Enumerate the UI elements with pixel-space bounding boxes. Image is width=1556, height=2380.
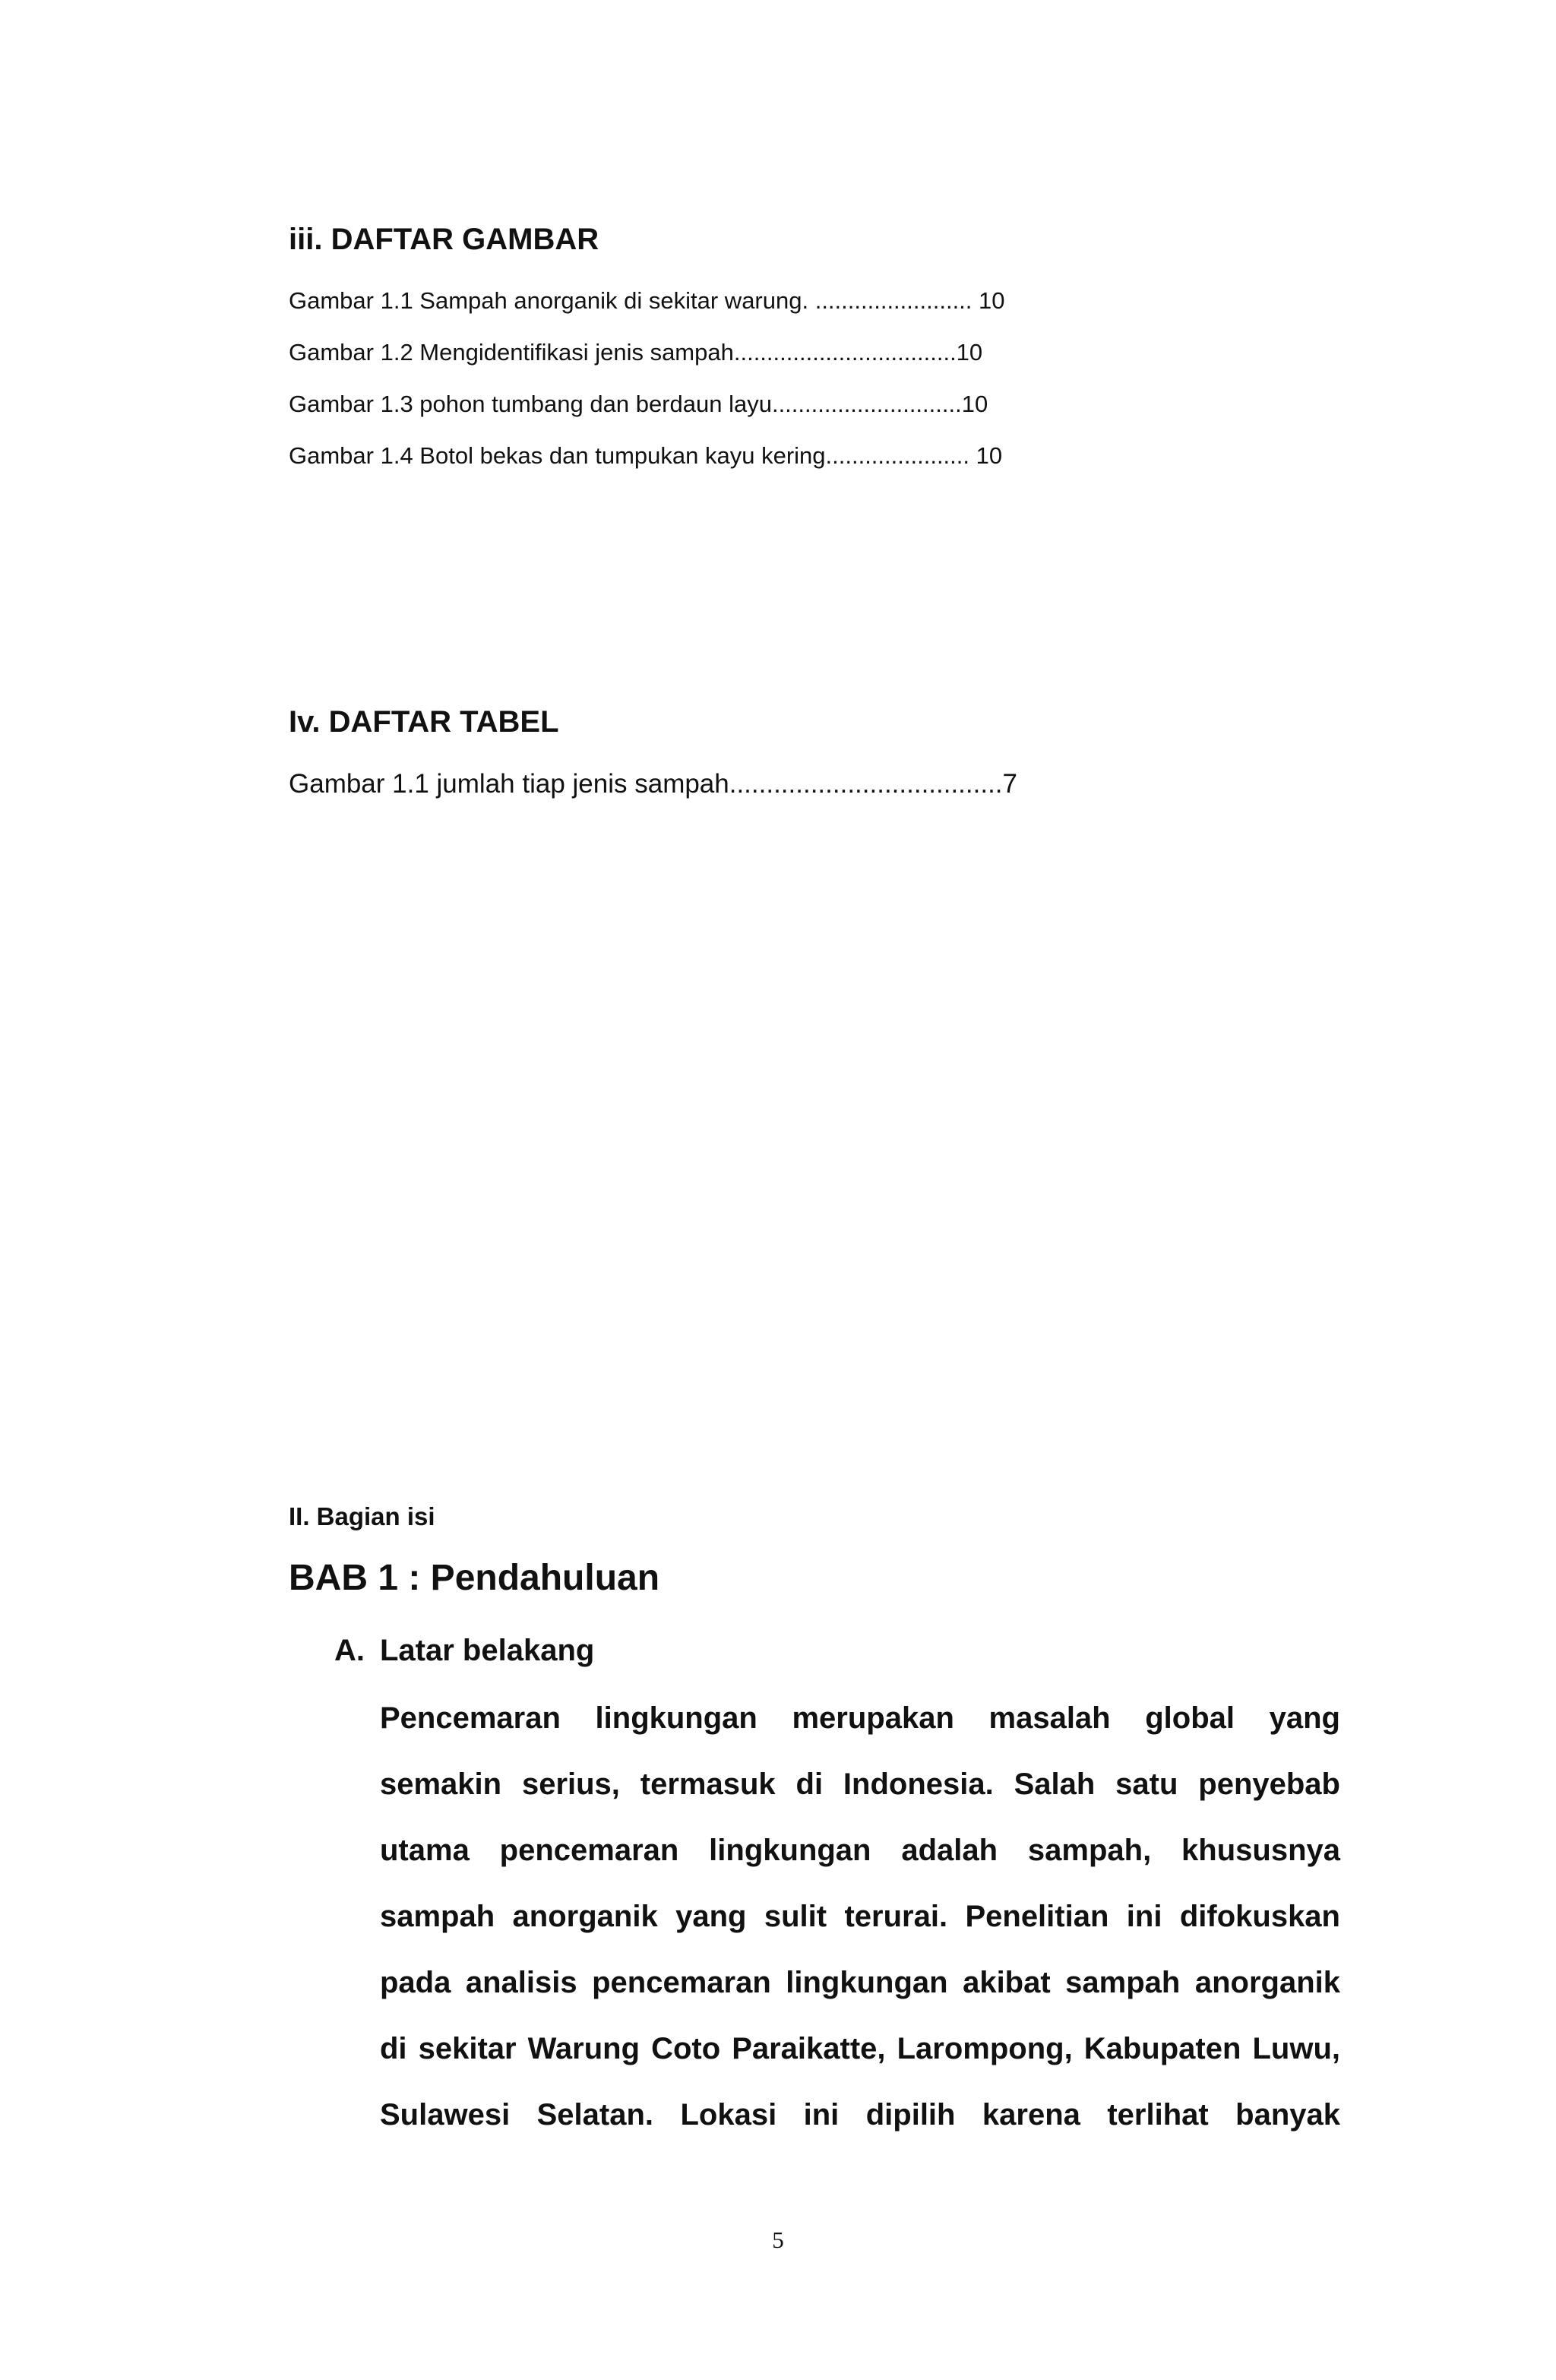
- paragraph-line-2: semakin serius, termasuk di Indonesia. Salah satu penyebab: [380, 1768, 1340, 1801]
- subsection-marker: A.: [334, 1634, 365, 1667]
- figure-entry-3: Gambar 1.3 pohon tumbang dan berdaun layu.............................10: [289, 391, 988, 417]
- figure-entry-1: Gambar 1.1 Sampah anorganik di sekitar warung. ........................ 10: [289, 287, 1005, 314]
- paragraph-line-5: pada analisis pencemaran lingkungan akibat sampah anorganik: [380, 1966, 1340, 1999]
- content-section-heading: II. Bagian isi: [289, 1502, 435, 1530]
- figures-list-heading: iii. DAFTAR GAMBAR: [289, 223, 599, 256]
- figure-entry-2: Gambar 1.2 Mengidentifikasi jenis sampah..................................10: [289, 339, 983, 366]
- figure-entry-4: Gambar 1.4 Botol bekas dan tumpukan kayu kering...................... 10: [289, 442, 1003, 469]
- table-entry-1: Gambar 1.1 jumlah tiap jenis sampah.....................................7: [289, 769, 1017, 799]
- paragraph-line-4: sampah anorganik yang sulit terurai. Penelitian ini difokuskan: [380, 1900, 1340, 1933]
- background-paragraph: [380, 1685, 1340, 2148]
- paragraph-line-6: di sekitar Warung Coto Paraikatte, Larompong, Kabupaten Luwu,: [380, 2032, 1340, 2065]
- paragraph-line-3: utama pencemaran lingkungan adalah sampah, khususnya: [380, 1834, 1340, 1867]
- paragraph-line-7: Sulawesi Selatan. Lokasi ini dipilih karena terlihat banyak: [380, 2098, 1340, 2132]
- paragraph-line-1: Pencemaran lingkungan merupakan masalah global yang: [380, 1701, 1340, 1735]
- subsection-title: Latar belakang: [380, 1634, 595, 1667]
- page-number: 5: [772, 2227, 784, 2253]
- chapter-title: BAB 1 : Pendahuluan: [289, 1558, 660, 1598]
- tables-list-heading: Iv. DAFTAR TABEL: [289, 705, 559, 739]
- subsection-heading: [334, 1631, 594, 1670]
